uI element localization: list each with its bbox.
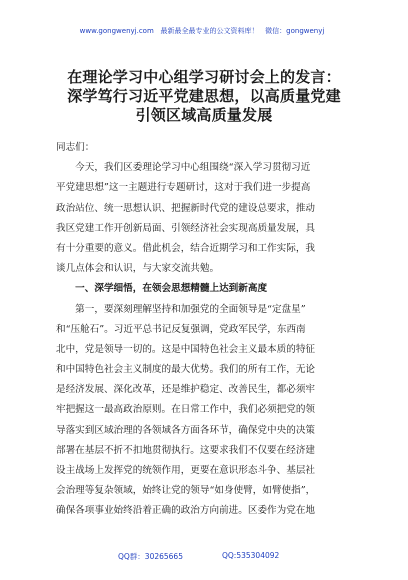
paragraph-line: 谈几点体会和认识，与大家交流共勉。 [56, 263, 220, 275]
title-line-1: 在理论学习中心组学习研讨会上的发言： [67, 68, 341, 86]
paragraph-line: 部署在基层不折不扣地贯彻执行。这要求我们不仅要在经济建 [56, 444, 316, 456]
paragraph-line: 设主战场上发挥党的统领作用，更要在意识形态斗争、基层社 [56, 465, 316, 476]
paragraph-line: 导落实到区域治理的各领域各方面各环节，确保党中央的决策 [56, 424, 316, 436]
paragraph-line: 确保各项事业始终沿着正确的政治方向前进。区委作为党在地 [56, 505, 316, 517]
qq-group: QQ群：30265665 [118, 552, 183, 561]
paragraph-line: 第一，要深刻理解坚持和加强党的全面领导是“定盘星” [56, 303, 306, 315]
wechat-contact: 微信：gongwenyj [265, 27, 325, 35]
paragraph-line: 牢把握这一最高政治原则。在日常工作中，我们必须把党的领 [56, 404, 316, 416]
paragraph-line: 会治理等复杂领域，始终让党的领导“如身使臂，如臂使指”， [56, 485, 316, 497]
document-body [56, 138, 356, 522]
paragraph-line: 和“压舱石”。习近平总书记反复强调，党政军民学，东西南 [56, 323, 306, 335]
document-title [40, 68, 368, 125]
paragraph-line: 是经济发展、深化改革，还是维护稳定、改善民生，都必须牢 [56, 384, 316, 396]
title-line-3: 引领区域高质量发展 [135, 106, 273, 124]
paragraph-line: 北中，党是领导一切的。这是中国特色社会主义最本质的特征 [56, 343, 316, 355]
page-footer [118, 551, 298, 563]
site-url[interactable]: www.gongwenyj.com [79, 27, 154, 35]
site-slogan: 最新最全最专业的公文资料库！ [160, 27, 259, 35]
paragraph-line: 有十分重要的意义。借此机会，结合近期学习和工作实际，我 [56, 242, 316, 254]
paragraph-line: 我区党建工作开创新局面、引领经济社会实现高质量发展，具 [56, 222, 316, 234]
paragraph-line: 政治站位、统一思想认识、把握新时代党的建设总要求，推动 [56, 202, 316, 214]
paragraph-line: 平党建思想”这一主题进行专题研讨，这对于我们进一步提高 [56, 182, 311, 194]
paragraph-line: 和中国特色社会主义制度的最大优势。我们的所有工作，无论 [56, 364, 316, 376]
paragraph-line: 今天，我们区委理论学习中心组围绕“深入学习贯彻习近 [56, 162, 311, 174]
salutation: 同志们： [56, 142, 95, 153]
qq-contact: QQ:535304092 [222, 551, 280, 560]
section-heading: 一、深学细悟，在领会思想精髓上达到新高度 [56, 283, 268, 295]
page-header [72, 26, 332, 42]
title-line-2: 深学笃行习近平党建思想，以高质量党建 [67, 87, 341, 105]
